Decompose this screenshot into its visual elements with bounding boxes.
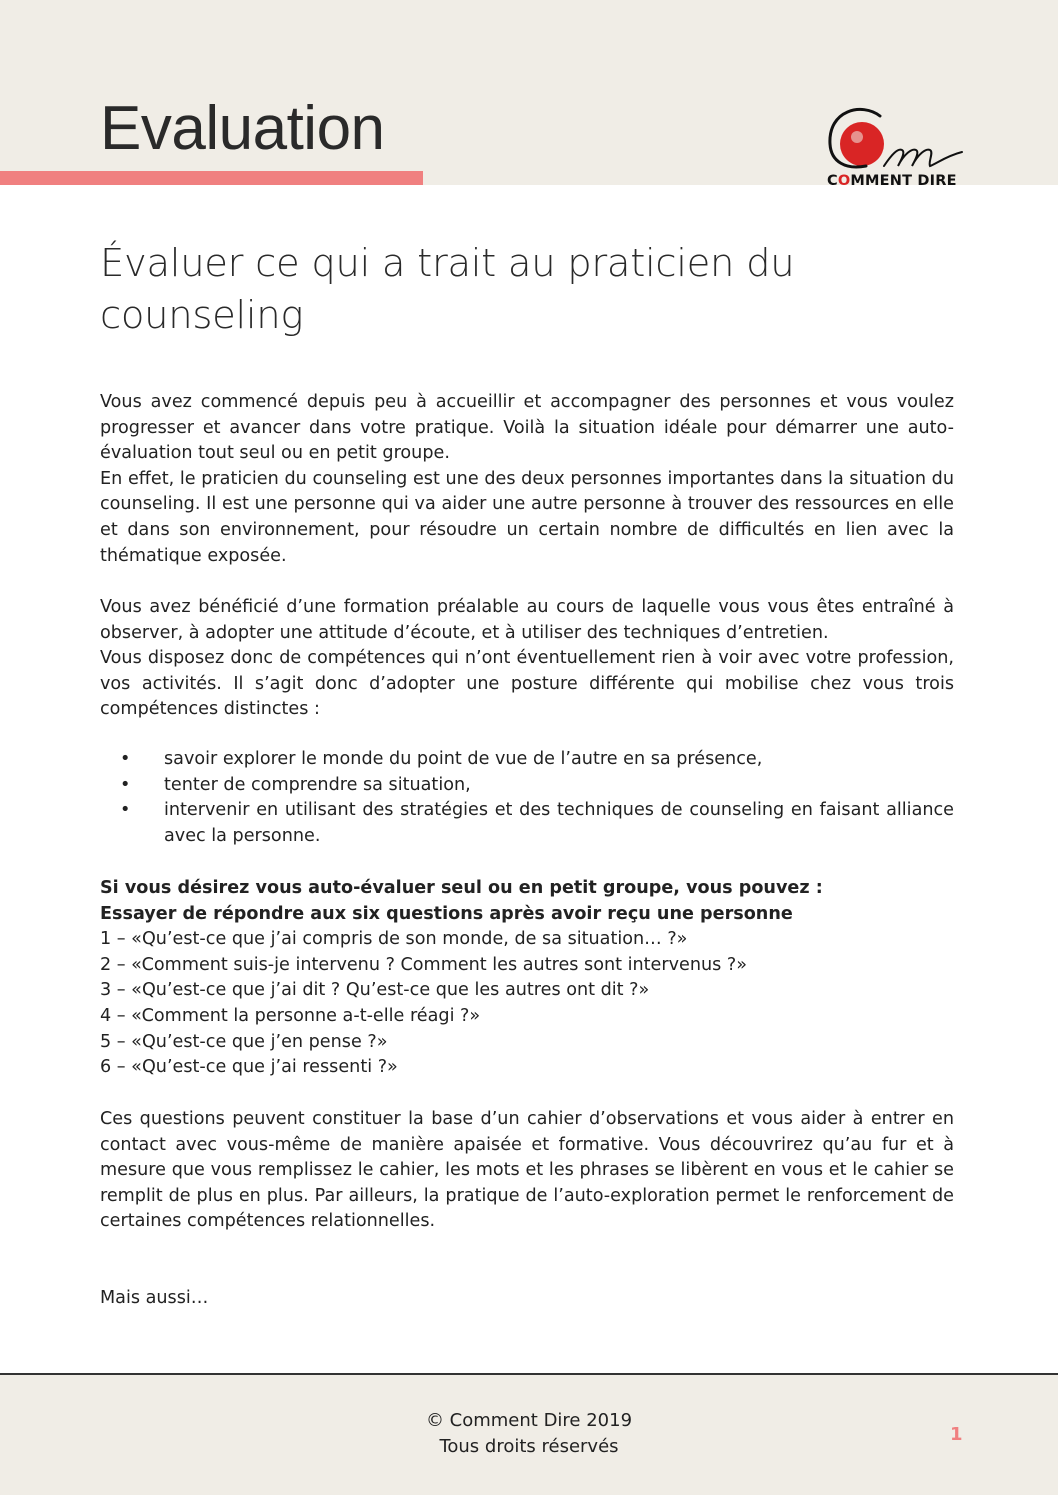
logo-mark-icon — [822, 104, 968, 174]
paragraph-praticien: En effet, le praticien du counseling est une des deux personnes importantes dans la situation du counseling. Il est une personne qui va aider une autre personne à trouver des ressources en elle et dans son environnement, pour résoudre un certain nombre de difficultés en lien avec la thématique exposée. — [100, 468, 954, 566]
bullet-icon: • — [120, 749, 131, 769]
section-heading — [100, 238, 960, 342]
formation-block — [100, 595, 954, 723]
section-heading-line-2: counseling — [100, 293, 304, 338]
logo-red-circle — [840, 122, 884, 166]
question-item: 4 – «Comment la personne a-t-elle réagi ?» — [100, 1005, 481, 1026]
list-item — [100, 747, 954, 773]
question-item: 2 – «Comment suis-je intervenu ? Comment les autres sont intervenus ?» — [100, 954, 747, 975]
title-underline — [0, 171, 423, 185]
logo-letter-o: O — [837, 173, 851, 189]
footer-rights: Tous droits réservés — [439, 1436, 619, 1457]
question-item: 6 – «Qu’est-ce que j’ai ressenti ?» — [100, 1057, 398, 1078]
logo-m-stroke — [884, 150, 962, 166]
list-item-text: tenter de comprendre sa situation, — [164, 774, 471, 795]
footer — [0, 1408, 1058, 1460]
intro-block — [100, 390, 954, 569]
question-item: 5 – «Qu’est-ce que j’en pense ?» — [100, 1031, 388, 1052]
list-item-text: intervenir en utilisant des stratégies et des techniques de counseling en faisant alliance avec la personne. — [164, 800, 954, 846]
paragraph-competences: Vous disposez donc de compétences qui n’ont éventuellement rien à voir avec votre profession, vos activités. Il s’agit donc d’adopter une posture différente qui mobilise chez vous trois compétences distinctes : — [100, 648, 954, 720]
section-heading-line-1: Évaluer ce qui a trait au praticien du — [100, 241, 795, 286]
logo-letter-c: C — [827, 173, 838, 189]
list-item-text: savoir explorer le monde du point de vue de l’autre en sa présence, — [164, 749, 763, 769]
observations-block — [100, 1107, 954, 1235]
page-title: Evaluation — [100, 94, 385, 163]
paragraph-observations: Ces questions peuvent constituer la base d’un cahier d’observations et vous aider à entrer en contact avec vous-même de manière apaisée et formative. Vous découvrirez qu’au fur et à mesure que vous remplissez le cahier, les mots et les phrases se libèrent en vous et le cahier se remplit de plus en plus. Par ailleurs, la pratique de l’auto-exploration permet le renforcement de certaines compétences relationnelles. — [100, 1109, 954, 1232]
comment-dire-logo — [822, 104, 968, 190]
questions-block — [100, 876, 954, 1081]
questions-intro-line-2: Essayer de répondre aux six questions après avoir reçu une personne — [100, 903, 793, 924]
list-item — [100, 773, 954, 799]
bullet-icon: • — [120, 774, 131, 795]
questions-intro-line-1: Si vous désirez vous auto-évaluer seul ou en petit groupe, vous pouvez : — [100, 878, 823, 898]
paragraph-formation: Vous avez bénéficié d’une formation préalable au cours de laquelle vous vous êtes entraîné à observer, à adopter une attitude d’écoute, et à utiliser des techniques d’entretien. — [100, 597, 954, 643]
question-item: 1 – «Qu’est-ce que j’ai compris de son monde, de sa situation… ?» — [100, 929, 688, 950]
footer-copyright: © Comment Dire 2019 — [425, 1410, 633, 1431]
list-item — [100, 798, 954, 849]
logo-letters-rest: MMENT DIRE — [850, 173, 957, 189]
closing-block — [100, 1286, 954, 1312]
bullet-icon: • — [120, 800, 131, 821]
question-item: 3 – «Qu’est-ce que j’ai dit ? Qu’est-ce que les autres ont dit ?» — [100, 980, 650, 1001]
competences-list — [100, 747, 954, 849]
paragraph-intro: Vous avez commencé depuis peu à accueillir et accompagner des personnes et vous voulez progresser et avancer dans votre pratique. Voilà la situation idéale pour démarrer une auto-évaluation tout seul ou en petit groupe. — [100, 392, 954, 464]
logo-wordmark — [827, 173, 967, 189]
paragraph-mais-aussi: Mais aussi… — [100, 1288, 209, 1308]
logo-highlight — [851, 131, 863, 143]
page-number: 1 — [950, 1424, 963, 1445]
